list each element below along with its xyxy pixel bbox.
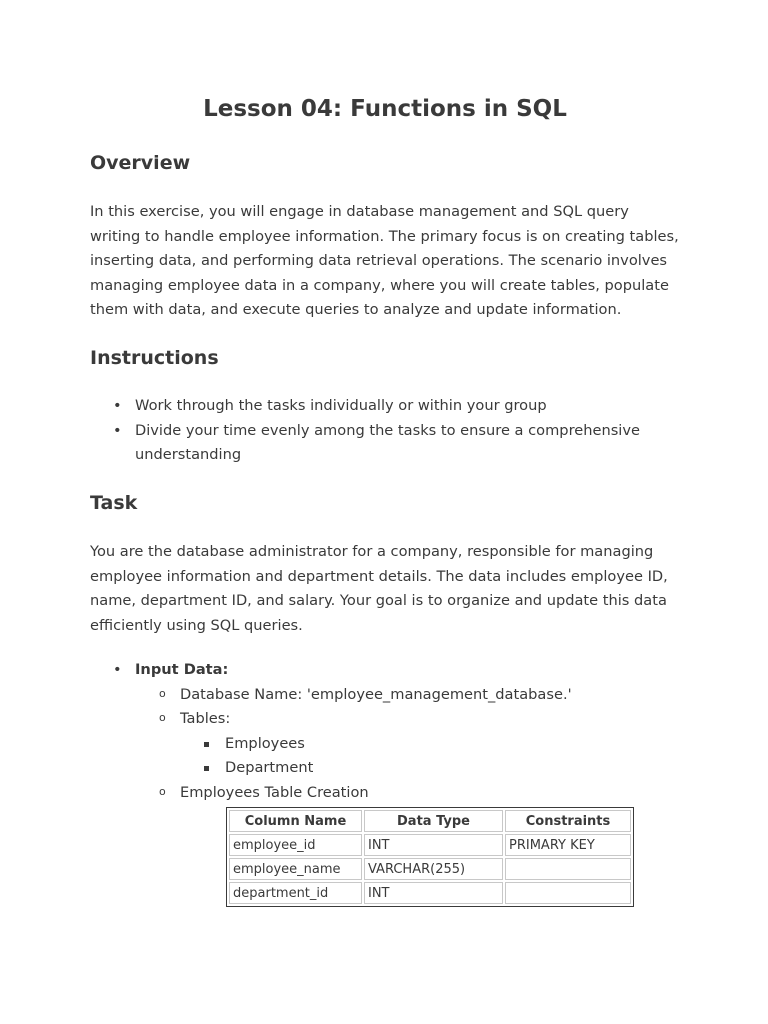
input-data-item: [90, 658, 650, 805]
table-cell: PRIMARY KEY: [505, 834, 631, 856]
employees-schema-table: [226, 807, 634, 907]
table-cell: employee_id: [229, 834, 362, 856]
task-text: You are the database administrator for a company, responsible for managing employee information and department details. The data includes employee ID, name, department ID, and salary. Your goal is to organize and update this data efficiently using SQL queries.: [90, 543, 668, 634]
table-name-item: Employees: [180, 732, 650, 757]
table-cell: INT: [364, 882, 503, 904]
table-name-item: Department: [180, 756, 650, 781]
input-data-sublist: [135, 683, 650, 806]
table-creation-item: o Employees Table Creation: [135, 781, 650, 806]
table-cell: [505, 882, 631, 904]
database-name-item: o Database Name: 'employee_management_database.': [135, 683, 650, 708]
overview-text: In this exercise, you will engage in database management and SQL query writing to handle employee information. The primary focus is on creating tables, inserting data, and performing data retrieval operations. The scenario involves managing employee data in a company, where you will create tables, populate them with data, and execute queries to analyze and update information.: [90, 203, 679, 318]
table-row: [229, 858, 631, 880]
page-title: Lesson 04: Functions in SQL: [203, 96, 567, 122]
tables-sublist: [180, 732, 650, 781]
table-cell: employee_name: [229, 858, 362, 880]
overview-heading: Overview: [90, 152, 191, 174]
column-header: Constraints: [505, 810, 631, 832]
list-item: • Work through the tasks individually or within your group: [90, 394, 650, 419]
tables-item: [135, 707, 650, 781]
instructions-list: [90, 394, 650, 468]
table-cell: INT: [364, 834, 503, 856]
column-header: Column Name: [229, 810, 362, 832]
instructions-heading: Instructions: [90, 347, 219, 369]
task-heading: Task: [90, 492, 138, 514]
column-header: Data Type: [364, 810, 503, 832]
input-data-list: [90, 658, 650, 805]
tables-label: Tables:: [180, 710, 231, 727]
table-cell: VARCHAR(255): [364, 858, 503, 880]
table-row: [229, 834, 631, 856]
list-item: • Divide your time evenly among the tasks to ensure a comprehensive understanding: [90, 419, 650, 468]
table-row: [229, 882, 631, 904]
input-data-label: Input Data:: [135, 661, 229, 678]
table-header-row: [229, 810, 631, 832]
table-cell: [505, 858, 631, 880]
table-cell: department_id: [229, 882, 362, 904]
